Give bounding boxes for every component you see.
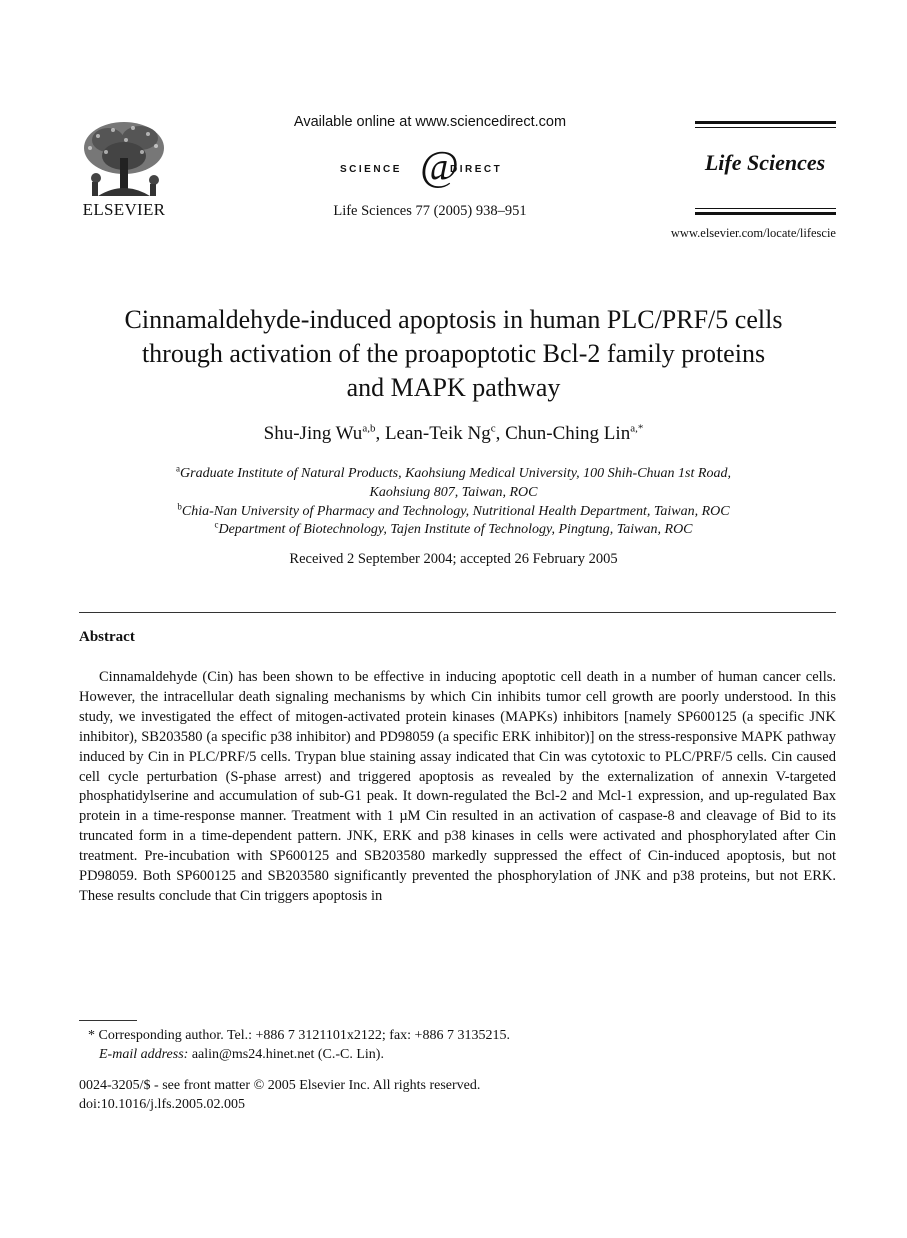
affiliation-b xyxy=(100,502,807,521)
abstract-heading: Abstract xyxy=(79,629,135,645)
sciencedirect-logo xyxy=(300,144,560,192)
journal-rule-bottom-thin xyxy=(695,208,836,209)
abstract-body: Cinnamaldehyde (Cin) has been shown to be effective in inducing apoptotic cell death in a number of human cancer cells. However, the intracellular death signaling mechanisms by which Cin inhibits tumor cell growth are poorly understood. In this study, we investigated the effect of mitogen-activated protein kinases (MAPKs) inhibitors [namely SP600125 (a specific JNK inhibitor), SB203580 (a specific p38 inhibitor) and PD98059 (a specific ERK inhibitor)] on the stress-responsive MAPK pathway induced by Cin in PLC/PRF/5 cells. Trypan blue staining assay indicated that Cin was cytotoxic to PLC/PRF/5 cells. Cin caused cell cycle perturbation (S-phase arrest) and triggered apoptosis as revealed by the externalization of annexin V-targeted phosphatidylserine and accumulation of sub-G1 peak. It down-regulated the Bcl-2 and Mcl-1 expression, and up-regulated Bax protein in a time-response manner. Treatment with 1 µM Cin resulted in an activation of caspase-8 and cleavage of Bid to its truncated form in a time-dependent pattern. JNK, ERK and p38 kinases in cells were activated and phosphorylated after Cin treatment. Pre-incubation with SP600125 and SB203580 markedly suppressed the effect of Cin-induced apoptosis, but not PD98059. Both SP600125 and SB203580 significantly prevented the phosphorylation of JNK and p38 proteins, but not ERK. These results conclude that Cin triggers apoptosis in xyxy=(79,669,836,904)
affiliation-a xyxy=(100,464,807,502)
author-affiliation-mark: c xyxy=(490,422,496,435)
affiliation-mark: c xyxy=(214,519,219,530)
title-line: through activation of the proapoptotic Bcl-2 family proteins xyxy=(141,339,766,368)
author-name: Shu-Jing Wu xyxy=(263,423,363,444)
title-line: and MAPK pathway xyxy=(346,373,561,402)
author-separator: , xyxy=(375,423,385,444)
affiliation-text: Kaohsiung 807, Taiwan, ROC xyxy=(369,485,538,500)
journal-name: Life Sciences xyxy=(704,150,826,175)
author-name: Chun-Ching Lin xyxy=(505,423,631,444)
affiliation-text: Graduate Institute of Natural Products, Kaohsiung Medical University, 100 Shih-Chuan 1st Road, xyxy=(180,466,731,481)
author-affiliation-mark: a,* xyxy=(630,422,644,435)
journal-citation: Life Sciences 77 (2005) 938–951 xyxy=(333,203,527,219)
sciencedirect-left-text: SCIENCE xyxy=(340,164,402,175)
publisher-name: ELSEVIER xyxy=(82,200,166,219)
affiliation-c xyxy=(100,520,807,539)
email-address-link[interactable]: aalin@ms24.hinet.net (C.-C. Lin). xyxy=(191,1047,384,1062)
journal-rule-top-thick xyxy=(695,121,836,124)
journal-rule-top-thin xyxy=(695,127,836,128)
section-divider xyxy=(79,612,836,613)
journal-rule-bottom-thick xyxy=(695,212,836,215)
journal-url-link[interactable]: www.elsevier.com/locate/lifescie xyxy=(670,226,836,240)
sciencedirect-at-icon: @ xyxy=(420,144,459,190)
tree-logo-icon xyxy=(78,118,170,200)
received-dates: Received 2 September 2004; accepted 26 February 2005 xyxy=(289,551,618,567)
article-title xyxy=(60,303,847,405)
author-affiliation-mark: a,b xyxy=(362,422,376,435)
title-line: Cinnamaldehyde-induced apoptosis in human PLC/PRF/5 cells xyxy=(124,305,783,334)
doi-link[interactable]: doi:10.1016/j.lfs.2005.02.005 xyxy=(79,1097,246,1112)
author-separator: , xyxy=(495,423,506,444)
sciencedirect-right-text: DIRECT xyxy=(450,164,503,175)
issn-copyright: 0024-3205/$ - see front matter © 2005 Elsevier Inc. All rights reserved. xyxy=(79,1078,481,1093)
affiliation-mark: b xyxy=(177,501,182,512)
available-online-link[interactable]: Available online at www.sciencedirect.com xyxy=(293,114,567,130)
author-name: Lean-Teik Ng xyxy=(384,423,491,444)
corresponding-author-note: * Corresponding author. Tel.: +886 7 3121101x2122; fax: +886 7 3135215. xyxy=(88,1028,510,1043)
affiliation-text: Chia-Nan University of Pharmacy and Technology, Nutritional Health Department, Taiwan, ROC xyxy=(181,504,730,519)
email-label: E-mail address: xyxy=(99,1047,189,1062)
affiliation-mark: a xyxy=(176,463,181,474)
author-list xyxy=(60,423,847,445)
affiliation-text: Department of Biotechnology, Tajen Institute of Technology, Pingtung, Taiwan, ROC xyxy=(218,522,693,537)
email-note xyxy=(99,1045,799,1064)
footnote-divider xyxy=(79,1020,137,1021)
